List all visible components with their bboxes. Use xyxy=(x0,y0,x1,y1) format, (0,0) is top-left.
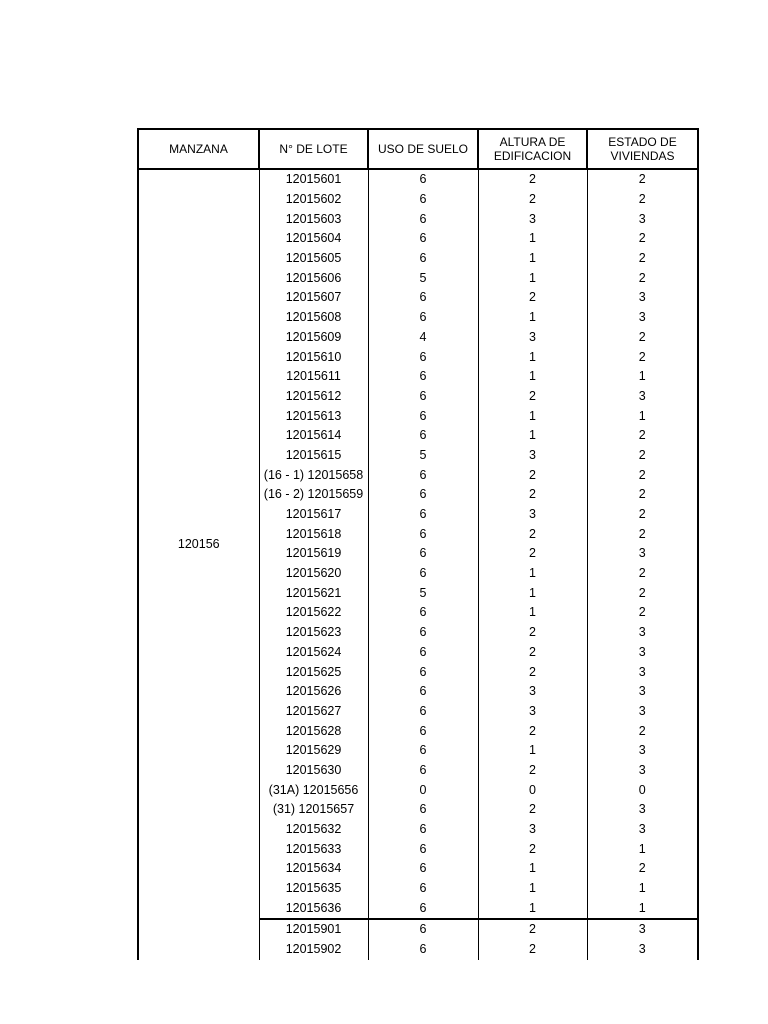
uso-cell: 4 xyxy=(368,328,478,348)
lote-cell: (16 - 1) 12015658 xyxy=(259,465,368,485)
altura-cell: 1 xyxy=(478,367,587,387)
lote-cell: 12015627 xyxy=(259,702,368,722)
estado-cell: 1 xyxy=(587,406,698,426)
header-manzana: MANZANA xyxy=(138,129,259,169)
lote-cell: 12015626 xyxy=(259,682,368,702)
altura-cell: 3 xyxy=(478,328,587,348)
altura-cell: 1 xyxy=(478,859,587,879)
estado-cell: 2 xyxy=(587,603,698,623)
uso-cell: 6 xyxy=(368,229,478,249)
uso-cell: 6 xyxy=(368,940,478,960)
estado-cell: 1 xyxy=(587,839,698,859)
lote-cell: 12015634 xyxy=(259,859,368,879)
lote-cell: 12015624 xyxy=(259,643,368,663)
header-uso-de-suelo: USO DE SUELO xyxy=(368,129,478,169)
uso-cell: 6 xyxy=(368,367,478,387)
lote-cell: (31A) 12015656 xyxy=(259,780,368,800)
altura-cell: 2 xyxy=(478,544,587,564)
manzana-cell: 120156 xyxy=(138,169,259,919)
header-estado xyxy=(587,129,698,169)
altura-cell: 2 xyxy=(478,643,587,663)
estado-cell: 3 xyxy=(587,820,698,840)
altura-cell: 2 xyxy=(478,288,587,308)
lote-cell: 12015902 xyxy=(259,940,368,960)
estado-cell: 3 xyxy=(587,387,698,407)
lote-cell: 12015622 xyxy=(259,603,368,623)
altura-cell: 2 xyxy=(478,190,587,210)
altura-cell: 3 xyxy=(478,702,587,722)
altura-cell: 2 xyxy=(478,761,587,781)
uso-cell: 5 xyxy=(368,583,478,603)
estado-cell: 2 xyxy=(587,190,698,210)
uso-cell: 6 xyxy=(368,190,478,210)
lote-cell: 12015619 xyxy=(259,544,368,564)
estado-cell: 3 xyxy=(587,662,698,682)
uso-cell: 6 xyxy=(368,761,478,781)
altura-cell: 3 xyxy=(478,820,587,840)
altura-cell: 1 xyxy=(478,564,587,584)
uso-cell: 6 xyxy=(368,702,478,722)
lote-cell: 12015613 xyxy=(259,406,368,426)
estado-cell: 2 xyxy=(587,485,698,505)
estado-cell: 3 xyxy=(587,209,698,229)
altura-cell: 2 xyxy=(478,721,587,741)
estado-cell: 2 xyxy=(587,446,698,466)
altura-cell: 2 xyxy=(478,465,587,485)
lote-cell: 12015614 xyxy=(259,426,368,446)
estado-cell: 2 xyxy=(587,524,698,544)
uso-cell: 6 xyxy=(368,603,478,623)
estado-cell: 2 xyxy=(587,564,698,584)
estado-cell: 3 xyxy=(587,940,698,960)
manzana-cell xyxy=(138,919,259,959)
altura-cell: 1 xyxy=(478,347,587,367)
estado-cell: 2 xyxy=(587,347,698,367)
estado-cell: 1 xyxy=(587,367,698,387)
altura-cell: 2 xyxy=(478,485,587,505)
lote-cell: 12015607 xyxy=(259,288,368,308)
estado-cell: 3 xyxy=(587,682,698,702)
lote-cell: 12015632 xyxy=(259,820,368,840)
altura-cell: 3 xyxy=(478,682,587,702)
header-altura xyxy=(478,129,587,169)
uso-cell: 0 xyxy=(368,780,478,800)
estado-cell: 2 xyxy=(587,328,698,348)
lote-cell: 12015623 xyxy=(259,623,368,643)
estado-cell: 2 xyxy=(587,721,698,741)
uso-cell: 6 xyxy=(368,406,478,426)
lote-cell: 12015630 xyxy=(259,761,368,781)
estado-cell: 2 xyxy=(587,249,698,269)
estado-cell: 2 xyxy=(587,583,698,603)
estado-cell: 3 xyxy=(587,702,698,722)
header-lote: N° DE LOTE xyxy=(259,129,368,169)
uso-cell: 6 xyxy=(368,741,478,761)
uso-cell: 6 xyxy=(368,820,478,840)
estado-cell: 2 xyxy=(587,465,698,485)
uso-cell: 5 xyxy=(368,268,478,288)
estado-cell: 3 xyxy=(587,919,698,940)
lote-cell: 12015628 xyxy=(259,721,368,741)
estado-cell: 3 xyxy=(587,308,698,328)
lote-cell: (31) 12015657 xyxy=(259,800,368,820)
lote-cell: 12015609 xyxy=(259,328,368,348)
uso-cell: 6 xyxy=(368,662,478,682)
uso-cell: 6 xyxy=(368,682,478,702)
uso-cell: 6 xyxy=(368,485,478,505)
estado-cell: 2 xyxy=(587,505,698,525)
altura-cell: 1 xyxy=(478,406,587,426)
lote-cell: 12015636 xyxy=(259,898,368,919)
altura-cell: 3 xyxy=(478,505,587,525)
altura-cell: 1 xyxy=(478,249,587,269)
altura-cell: 1 xyxy=(478,426,587,446)
table-body xyxy=(138,169,698,960)
uso-cell: 6 xyxy=(368,249,478,269)
estado-cell: 3 xyxy=(587,288,698,308)
altura-cell: 1 xyxy=(478,229,587,249)
altura-cell: 2 xyxy=(478,940,587,960)
uso-cell: 6 xyxy=(368,308,478,328)
uso-cell: 6 xyxy=(368,524,478,544)
altura-cell: 2 xyxy=(478,169,587,190)
uso-cell: 6 xyxy=(368,347,478,367)
estado-cell: 3 xyxy=(587,643,698,663)
estado-cell: 2 xyxy=(587,229,698,249)
table-row xyxy=(138,919,698,940)
lote-cell: 12015603 xyxy=(259,209,368,229)
altura-cell: 1 xyxy=(478,268,587,288)
altura-cell: 2 xyxy=(478,662,587,682)
estado-cell: 3 xyxy=(587,741,698,761)
uso-cell: 6 xyxy=(368,564,478,584)
lote-cell: 12015633 xyxy=(259,839,368,859)
uso-cell: 6 xyxy=(368,465,478,485)
estado-cell: 2 xyxy=(587,169,698,190)
altura-cell: 2 xyxy=(478,623,587,643)
estado-cell: 3 xyxy=(587,800,698,820)
altura-cell: 2 xyxy=(478,524,587,544)
uso-cell: 6 xyxy=(368,879,478,899)
lote-cell: 12015615 xyxy=(259,446,368,466)
uso-cell: 6 xyxy=(368,800,478,820)
lote-cell: 12015629 xyxy=(259,741,368,761)
header-altura-line1: ALTURA DE xyxy=(499,135,566,149)
uso-cell: 6 xyxy=(368,623,478,643)
uso-cell: 6 xyxy=(368,859,478,879)
altura-cell: 0 xyxy=(478,780,587,800)
altura-cell: 1 xyxy=(478,879,587,899)
lote-cell: 12015610 xyxy=(259,347,368,367)
uso-cell: 6 xyxy=(368,721,478,741)
uso-cell: 6 xyxy=(368,643,478,663)
lote-cell: 12015621 xyxy=(259,583,368,603)
estado-cell: 1 xyxy=(587,898,698,919)
lotes-table xyxy=(137,128,699,960)
lote-cell: 12015635 xyxy=(259,879,368,899)
estado-cell: 3 xyxy=(587,623,698,643)
header-row xyxy=(138,129,698,169)
table-row xyxy=(138,169,698,190)
altura-cell: 1 xyxy=(478,583,587,603)
spreadsheet-page xyxy=(137,128,697,960)
lote-cell: 12015618 xyxy=(259,524,368,544)
lote-cell: 12015625 xyxy=(259,662,368,682)
altura-cell: 2 xyxy=(478,800,587,820)
uso-cell: 5 xyxy=(368,446,478,466)
lote-cell: 12015601 xyxy=(259,169,368,190)
altura-cell: 1 xyxy=(478,898,587,919)
altura-cell: 2 xyxy=(478,387,587,407)
estado-cell: 1 xyxy=(587,879,698,899)
header-estado-line2: VIVIENDAS xyxy=(610,149,675,163)
uso-cell: 6 xyxy=(368,505,478,525)
altura-cell: 3 xyxy=(478,209,587,229)
header-estado-line1: ESTADO DE xyxy=(608,135,677,149)
estado-cell: 2 xyxy=(587,859,698,879)
uso-cell: 6 xyxy=(368,839,478,859)
altura-cell: 2 xyxy=(478,919,587,940)
lote-cell: 12015602 xyxy=(259,190,368,210)
altura-cell: 3 xyxy=(478,446,587,466)
lote-cell: 12015617 xyxy=(259,505,368,525)
altura-cell: 1 xyxy=(478,308,587,328)
uso-cell: 6 xyxy=(368,919,478,940)
estado-cell: 3 xyxy=(587,544,698,564)
uso-cell: 6 xyxy=(368,544,478,564)
altura-cell: 2 xyxy=(478,839,587,859)
uso-cell: 6 xyxy=(368,209,478,229)
lote-cell: 12015901 xyxy=(259,919,368,940)
uso-cell: 6 xyxy=(368,288,478,308)
header-altura-line2: EDIFICACION xyxy=(493,149,572,163)
uso-cell: 6 xyxy=(368,387,478,407)
altura-cell: 1 xyxy=(478,603,587,623)
altura-cell: 1 xyxy=(478,741,587,761)
estado-cell: 0 xyxy=(587,780,698,800)
estado-cell: 2 xyxy=(587,268,698,288)
uso-cell: 6 xyxy=(368,426,478,446)
lote-cell: 12015606 xyxy=(259,268,368,288)
lote-cell: 12015611 xyxy=(259,367,368,387)
lote-cell: 12015608 xyxy=(259,308,368,328)
uso-cell: 6 xyxy=(368,898,478,919)
uso-cell: 6 xyxy=(368,169,478,190)
estado-cell: 2 xyxy=(587,426,698,446)
lote-cell: 12015620 xyxy=(259,564,368,584)
estado-cell: 3 xyxy=(587,761,698,781)
lote-cell: 12015604 xyxy=(259,229,368,249)
lote-cell: (16 - 2) 12015659 xyxy=(259,485,368,505)
lote-cell: 12015605 xyxy=(259,249,368,269)
lote-cell: 12015612 xyxy=(259,387,368,407)
